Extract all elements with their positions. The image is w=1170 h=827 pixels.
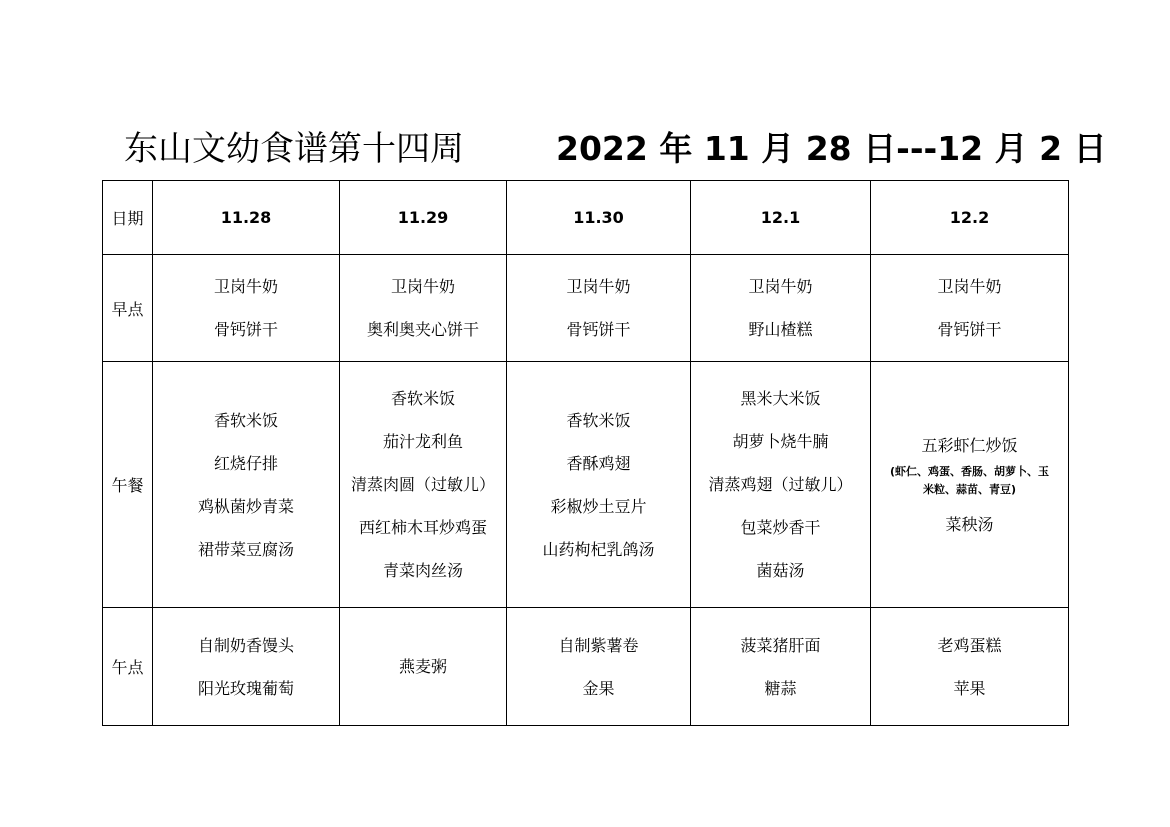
lunch-cell xyxy=(340,362,507,608)
lunch-cell xyxy=(507,362,691,608)
menu-item: 红烧仔排 xyxy=(213,453,278,473)
row-label-snack: 午点 xyxy=(103,608,153,726)
menu-item: 卫岗牛奶 xyxy=(213,277,278,296)
menu-item: 苹果 xyxy=(953,678,986,698)
snack-cell xyxy=(871,608,1069,726)
ingredient-note xyxy=(871,463,1068,499)
row-label-lunch: 午餐 xyxy=(103,362,153,608)
menu-item: 裙带菜豆腐汤 xyxy=(197,539,294,559)
lunch-cell xyxy=(691,362,871,608)
menu-item: 自制奶香馒头 xyxy=(197,635,294,655)
menu-item: 彩椒炒土豆片 xyxy=(550,496,647,516)
menu-item: 卫岗牛奶 xyxy=(390,277,455,296)
menu-item: 骨钙饼干 xyxy=(213,320,278,339)
menu-item: 黑米大米饭 xyxy=(740,389,821,408)
breakfast-cell xyxy=(871,255,1069,362)
menu-item: 阳光玫瑰葡萄 xyxy=(197,678,294,698)
breakfast-cell xyxy=(340,255,507,362)
menu-item: 金果 xyxy=(582,678,615,698)
page-title xyxy=(0,124,1170,174)
snack-cell xyxy=(691,608,871,726)
menu-item: 卫岗牛奶 xyxy=(748,277,813,296)
date-cell: 11.28 xyxy=(153,181,340,255)
menu-item: 香软米饭 xyxy=(213,410,278,430)
date-cell: 12.1 xyxy=(691,181,871,255)
menu-item: 骨钙饼干 xyxy=(566,320,631,339)
menu-item: 茄汁龙利鱼 xyxy=(382,432,463,451)
menu-item: 菌菇汤 xyxy=(756,561,805,580)
menu-item: 卫岗牛奶 xyxy=(937,277,1002,296)
lunch-cell xyxy=(153,362,340,608)
date-cell: 11.29 xyxy=(340,181,507,255)
row-label-date: 日期 xyxy=(103,181,153,255)
menu-item: 香软米饭 xyxy=(566,410,631,430)
date-cell: 12.2 xyxy=(871,181,1069,255)
breakfast-cell xyxy=(691,255,871,362)
menu-item: 胡萝卜烧牛腩 xyxy=(732,432,829,451)
menu-item: 清蒸肉圆（过敏儿） xyxy=(350,475,495,494)
menu-item: 自制紫薯卷 xyxy=(558,635,639,655)
breakfast-cell xyxy=(153,255,340,362)
lunch-row xyxy=(103,362,1069,608)
menu-item: 卫岗牛奶 xyxy=(566,277,631,296)
menu-item: 燕麦粥 xyxy=(398,657,447,676)
breakfast-row xyxy=(103,255,1069,362)
ingredient-note-line: (虾仁、鸡蛋、香肠、胡萝卜、玉 xyxy=(889,464,1050,478)
snack-cell xyxy=(153,608,340,726)
snack-cell xyxy=(507,608,691,726)
menu-item: 山药枸杞乳鸽汤 xyxy=(542,539,655,559)
menu-title: 东山文幼食谱第十四周 xyxy=(124,129,464,169)
row-label-breakfast: 早点 xyxy=(103,255,153,362)
menu-item: 骨钙饼干 xyxy=(937,320,1002,339)
breakfast-cell xyxy=(507,255,691,362)
menu-item: 清蒸鸡翅（过敏儿） xyxy=(708,475,853,494)
menu-item: 香软米饭 xyxy=(390,389,455,408)
menu-item: 糖蒜 xyxy=(764,678,797,698)
menu-item: 菜秧汤 xyxy=(945,514,994,534)
menu-item: 菠菜猪肝面 xyxy=(740,635,821,655)
snack-cell xyxy=(340,608,507,726)
menu-item: 奥利奥夹心饼干 xyxy=(366,320,479,339)
menu-item: 香酥鸡翅 xyxy=(566,453,631,473)
menu-item: 青菜肉丝汤 xyxy=(382,561,463,580)
lunch-cell xyxy=(871,362,1069,608)
menu-table xyxy=(102,180,1069,726)
menu-item: 西红柿木耳炒鸡蛋 xyxy=(358,518,487,537)
snack-row xyxy=(103,608,1069,726)
menu-item: 鸡枞菌炒青菜 xyxy=(197,496,294,516)
date-cell: 11.30 xyxy=(507,181,691,255)
menu-item: 五彩虾仁炒饭 xyxy=(921,435,1018,455)
menu-item: 包菜炒香干 xyxy=(740,518,821,537)
ingredient-note-line: 米粒、蒜苗、青豆) xyxy=(922,482,1017,496)
date-row xyxy=(103,181,1069,255)
menu-item: 老鸡蛋糕 xyxy=(937,635,1002,655)
menu-item: 野山楂糕 xyxy=(748,320,813,339)
date-range-title: 2022 年 11 月 28 日---12 月 2 日 xyxy=(556,129,1107,168)
